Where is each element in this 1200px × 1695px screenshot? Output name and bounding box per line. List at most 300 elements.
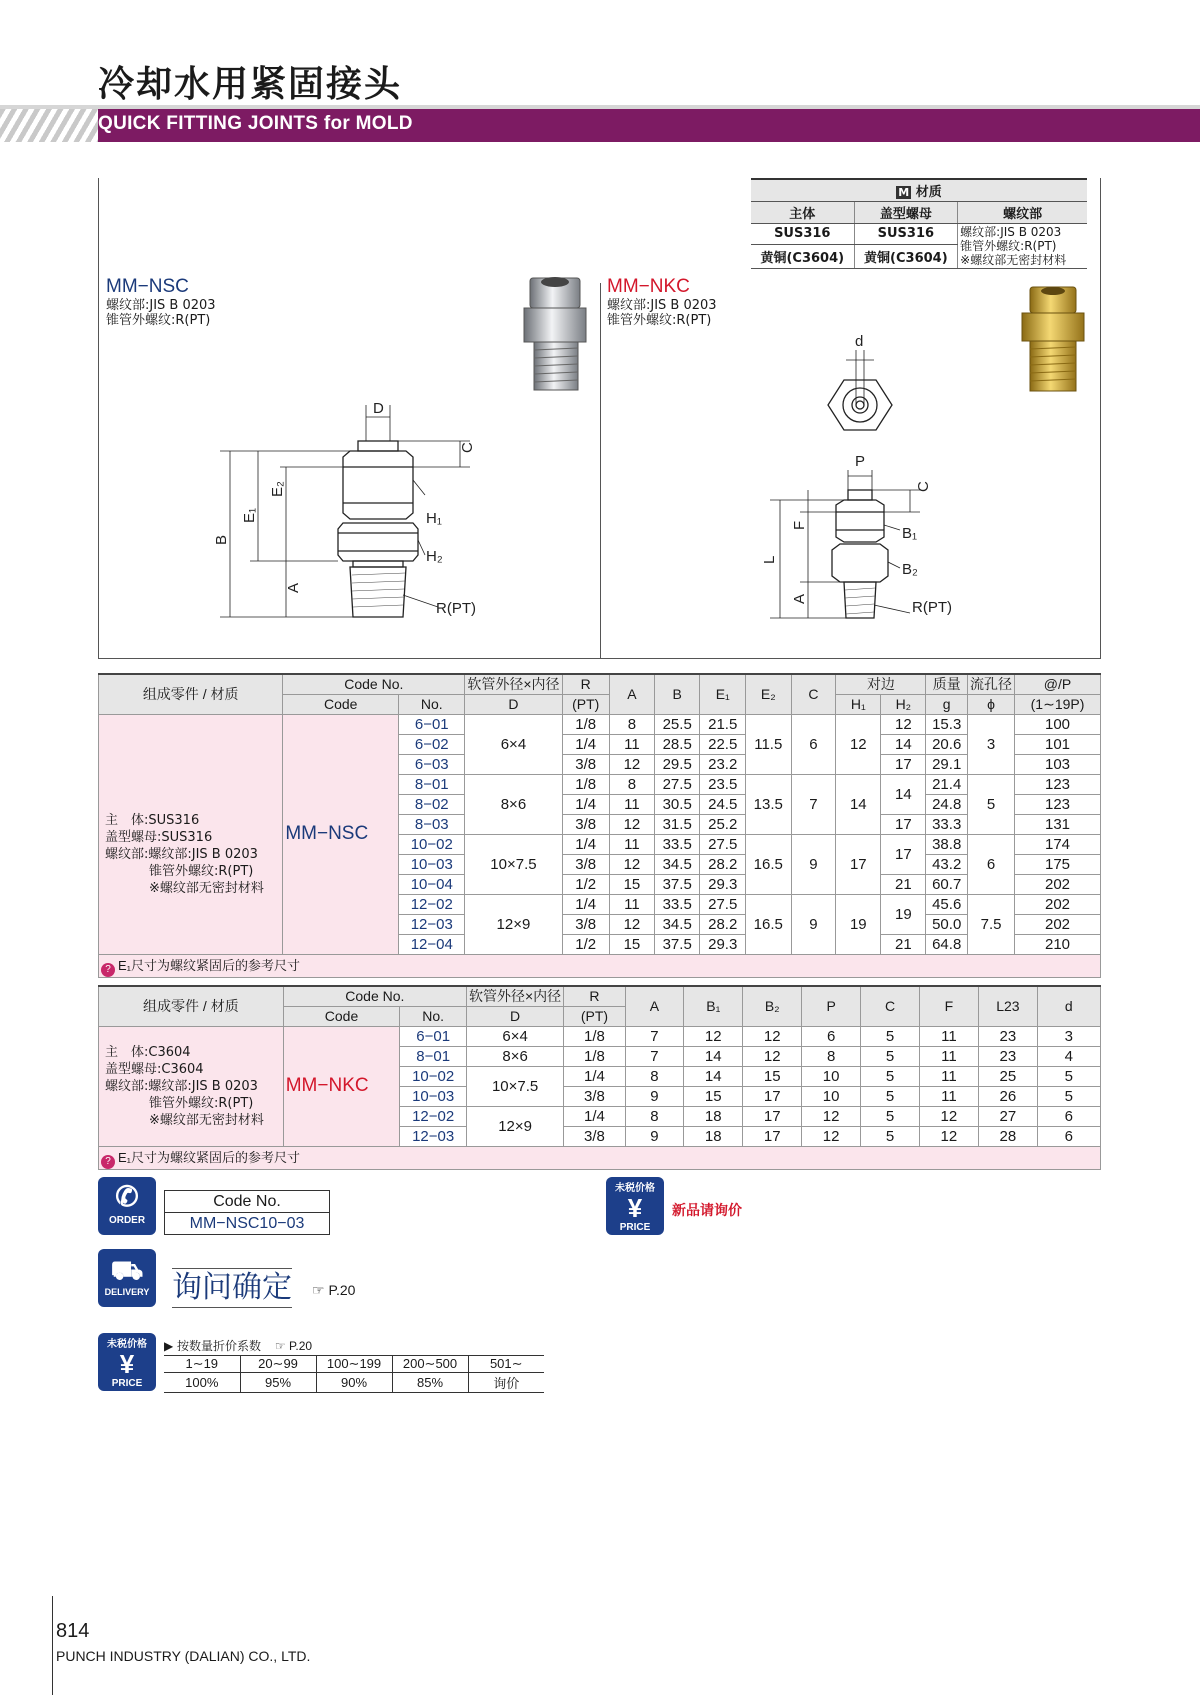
nsc-dimension-drawing [210,395,500,625]
material-cell: 黄铜(C3604) [854,244,958,268]
part-no[interactable]: 6−02 [399,734,465,754]
dim-h2: 17 [881,814,926,834]
dim-R: R(PT) [436,600,476,617]
discount-rate: 90% [316,1373,392,1393]
nsc-footnote: ? E₁尺寸为螺纹紧固后的参考尺寸 [99,954,1101,977]
material-cell: 黄铜(C3604) [751,244,854,268]
dim-h2: 17 [881,754,926,774]
dim-b2: 12 [743,1046,801,1066]
page-subtitle: QUICK FITTING JOINTS for MOLD [98,113,413,134]
part-no[interactable]: 10−02 [399,834,465,854]
dim-p: 12 [801,1106,860,1126]
dim-b: 37.5 [654,934,700,954]
col-d: d [1037,986,1100,1026]
col-b2: B₂ [743,986,801,1026]
r-pt: 1/4 [562,834,609,854]
dim-e1: 22.5 [700,734,746,754]
part-no[interactable]: 12−02 [400,1106,467,1126]
part-no[interactable]: 8−02 [399,794,465,814]
dim-a: 11 [609,834,654,854]
delivery-text: 询问确定 [172,1268,292,1308]
nkc-spec-line: 螺纹部:JIS B 0203 [607,298,717,313]
col-pt: (PT) [564,1006,626,1026]
dim-R: R(PT) [912,599,952,616]
dim-l23: 23 [979,1046,1038,1066]
order-badge [98,1177,156,1235]
material-line: 锥管外螺纹:R(PT) [149,863,254,879]
dim-b2: 12 [743,1026,801,1046]
col-dui: 对边 [836,674,926,694]
dim-a: 15 [609,874,654,894]
discount-ref[interactable]: ☞ P.20 [274,1339,313,1353]
col-r: R [562,674,609,694]
dim-c: 5 [861,1026,919,1046]
discount-rate: 95% [240,1373,316,1393]
material-cell: SUS316 [751,224,854,245]
tube-size: 8×6 [467,1046,564,1066]
dim-c: 6 [791,714,836,774]
tube-size: 12×9 [465,894,562,954]
dim-e2: 16.5 [746,894,792,954]
col-b1: B₁ [684,986,743,1026]
part-no[interactable]: 12−03 [399,914,465,934]
band-hatch [0,109,98,142]
col-g: g [926,694,968,714]
nkc-dimension-drawing [760,330,990,630]
price-factor: 131 [1015,814,1101,834]
part-no[interactable]: 12−03 [400,1126,467,1146]
tube-size: 10×7.5 [465,834,562,894]
col-r: R [564,986,626,1006]
material-line: 螺纹部:螺纹部:JIS B 0203 [105,846,258,862]
col-h2: H₂ [881,694,926,714]
code-cell: MM−NKC [283,1026,400,1146]
dim-p: 6 [801,1026,860,1046]
col-h1: H₁ [836,694,881,714]
dim-d: 4 [1037,1046,1100,1066]
part-no[interactable]: 8−01 [400,1046,467,1066]
dim-a: 7 [625,1026,683,1046]
col-code-no: Code No. [283,674,465,694]
r-pt: 1/4 [562,894,609,914]
col-c: C [791,674,836,714]
mass: 38.8 [926,834,968,854]
part-no[interactable]: 8−03 [399,814,465,834]
material-thread-line: 螺纹部:JIS B 0203 [960,225,1062,239]
dim-b: 37.5 [654,874,700,894]
col-code-no: Code No. [283,986,466,1006]
col-c: C [861,986,919,1026]
part-no[interactable]: 6−01 [400,1026,467,1046]
table-row [99,714,1101,734]
col-p: P [801,986,860,1026]
dim-a: 12 [609,754,654,774]
dim-h2: 19 [881,894,926,934]
price-badge-bottom: PRICE [111,1378,143,1389]
price-factor: 202 [1015,894,1101,914]
dim-e1: 28.2 [700,854,746,874]
price-factor: 175 [1015,854,1101,874]
price-factor: 174 [1015,834,1101,854]
dim-b: 29.5 [654,754,700,774]
nkc-product-photo [1018,285,1090,395]
dim-d: 6 [1037,1106,1100,1126]
r-pt: 1/8 [562,774,609,794]
dim-a: 7 [625,1046,683,1066]
dim-d: 6 [1037,1126,1100,1146]
dim-b: 27.5 [654,774,700,794]
mass: 21.4 [926,774,968,794]
dim-c: 9 [791,834,836,894]
r-pt: 3/8 [562,854,609,874]
dim-e1: 27.5 [700,894,746,914]
material-thread-text [960,225,1085,253]
dim-b: 31.5 [654,814,700,834]
nsc-product-photo [520,276,595,396]
tube-size: 10×7.5 [467,1066,564,1106]
dim-b1: 14 [684,1066,743,1086]
dim-a: 12 [609,914,654,934]
col-code: Code [283,1006,400,1026]
dim-E1: E₁ [241,507,258,523]
dim-L: L [761,555,778,564]
material-col: 主体 [751,202,854,224]
dim-e1: 24.5 [700,794,746,814]
col-hole: 流孔径 [968,674,1015,694]
col-b: B [654,674,700,714]
material-cell [99,714,283,954]
dim-l23: 23 [979,1026,1038,1046]
price-factor: 100 [1015,714,1101,734]
tube-size: 12×9 [467,1106,564,1146]
col-at: @/P [1015,674,1101,694]
material-line: ※螺纹部无密封材料 [149,880,264,896]
material-cell [99,1026,284,1146]
dim-d: 3 [1037,1026,1100,1046]
dim-p: 12 [801,1126,860,1146]
dim-h1: 12 [836,714,881,774]
col-pt: (PT) [562,694,609,714]
col-no: No. [400,1006,467,1026]
nkc-model-name: MM−NKC [607,276,690,297]
col-tube: 软管外径×内径 [467,986,564,1006]
dim-c: 7 [791,774,836,834]
col-a: A [609,674,654,714]
dim-b1: 18 [684,1126,743,1146]
order-code-value[interactable]: MM−NSC10−03 [189,1215,305,1232]
dim-a: 12 [609,814,654,834]
dim-b2: 17 [743,1086,801,1106]
dim-p: 10 [801,1086,860,1106]
material-line: ※螺纹部无密封材料 [149,1112,264,1128]
r-pt: 3/8 [562,914,609,934]
dim-e1: 27.5 [700,834,746,854]
mass: 15.3 [926,714,968,734]
discount-qty: 501∼ [468,1356,544,1373]
r-pt: 1/8 [562,714,609,734]
dim-b: 33.5 [654,834,700,854]
price-factor: 202 [1015,874,1101,894]
dim-e2: 16.5 [746,834,792,894]
page-title: 冷却水用紧固接头 [98,64,403,105]
price-factor: 101 [1015,734,1101,754]
col-part: 组成零件 / 材质 [99,674,283,714]
r-pt: 1/4 [562,794,609,814]
col-tube-d: D [467,1006,564,1026]
price-factor: 202 [1015,914,1101,934]
dim-a: 11 [609,894,654,914]
material-header: M 材质 [751,179,1087,202]
col-part: 组成零件 / 材质 [99,986,284,1026]
dim-a: 9 [625,1086,683,1106]
dim-C: C [915,481,932,492]
col-code: Code [283,694,399,714]
dim-A: A [285,582,302,593]
dim-e1: 25.2 [700,814,746,834]
delivery-ref[interactable]: ☞ P.20 [312,1282,356,1298]
tube-size: 6×4 [465,714,562,774]
mass: 45.6 [926,894,968,914]
discount-qty: 20∼99 [240,1356,316,1373]
dim-d: 5 [1037,1086,1100,1106]
nsc-footnote-text: E₁尺寸为螺纹紧固后的参考尺寸 [118,957,301,973]
dim-a: 8 [625,1066,683,1086]
dim-b: 28.5 [654,734,700,754]
r-pt: 1/4 [562,734,609,754]
r-pt: 3/8 [564,1126,626,1146]
nkc-spec-table [98,985,1101,1170]
part-no[interactable]: 12−04 [399,934,465,954]
nkc-spec-line: 锥管外螺纹:R(PT) [607,313,712,328]
r-pt: 1/8 [564,1046,626,1066]
discount-price-badge [98,1333,156,1391]
r-pt: 1/8 [564,1026,626,1046]
dim-h2: 14 [881,774,926,814]
dim-a: 15 [609,934,654,954]
dim-e2: 11.5 [746,714,792,774]
mass: 64.8 [926,934,968,954]
part-no[interactable]: 6−03 [399,754,465,774]
dim-h2: 21 [881,874,926,894]
material-thread-cell [958,224,1087,269]
price-factor: 210 [1015,934,1101,954]
dim-b1: 12 [684,1026,743,1046]
part-no[interactable]: 12−02 [399,894,465,914]
material-line: 盖型螺母:C3604 [105,1061,204,1077]
mass: 50.0 [926,914,968,934]
dim-c: 9 [791,894,836,954]
dim-d: 5 [1037,1066,1100,1086]
yen-icon: ¥ [119,1349,135,1379]
dim-e1: 21.5 [700,714,746,734]
r-pt: 1/2 [562,874,609,894]
dim-p: 8 [801,1046,860,1066]
hole-dia: 6 [968,834,1015,894]
dim-f: 12 [919,1106,978,1126]
discount-rate: 85% [392,1373,468,1393]
figure-divider [600,283,601,659]
discount-title-row [164,1337,312,1354]
col-range: (1∼19P) [1015,694,1101,714]
truck-icon: ⛟ [110,1255,144,1285]
col-mass: 质量 [926,674,968,694]
dim-e1: 23.2 [700,754,746,774]
material-table [751,178,1087,269]
part-no[interactable]: 8−01 [399,774,465,794]
dim-B1: B₁ [902,525,918,542]
hole-dia: 7.5 [968,894,1015,954]
dim-f: 11 [919,1066,978,1086]
material-line: 锥管外螺纹:R(PT) [149,1095,254,1111]
dim-P: P [855,453,866,470]
nsc-spec-line: 螺纹部:JIS B 0203 [106,298,216,313]
dim-a: 12 [609,854,654,874]
dim-a: 11 [609,794,654,814]
material-cell: SUS316 [854,224,958,245]
order-code-box [164,1190,330,1235]
dim-h1: 14 [836,774,881,834]
dim-a: 8 [609,714,654,734]
col-f: F [919,986,978,1026]
price-factor: 123 [1015,774,1101,794]
part-no[interactable]: 10−03 [399,854,465,874]
part-no[interactable]: 10−03 [400,1086,467,1106]
dim-h2: 12 [881,714,926,734]
dim-H1: H₁ [426,510,442,527]
dim-b: 30.5 [654,794,700,814]
material-line: 主 体:C3604 [105,1044,191,1060]
dim-c: 5 [861,1086,919,1106]
discount-qty: 1∼19 [164,1356,240,1373]
material-col: 盖型螺母 [854,202,958,224]
price-badge-bottom: PRICE [619,1222,651,1233]
r-pt: 1/2 [562,934,609,954]
dim-d: d [855,333,864,350]
code-cell: MM−NSC [283,714,399,954]
mass: 29.1 [926,754,968,774]
col-e1: E₁ [700,674,746,714]
tube-size: 8×6 [465,774,562,834]
col-e2: E₂ [746,674,792,714]
col-no: No. [399,694,465,714]
dim-f: 11 [919,1086,978,1106]
material-line: 主 体:SUS316 [105,812,200,828]
dim-E2: E₂ [269,481,286,497]
delivery-badge [98,1249,156,1307]
r-pt: 3/8 [562,754,609,774]
dim-b: 33.5 [654,894,700,914]
nkc-label-block [607,276,717,328]
col-tube-d: D [465,694,562,714]
dim-l23: 26 [979,1086,1038,1106]
dim-l23: 27 [979,1106,1038,1126]
col-l23: L23 [979,986,1038,1026]
dim-l23: 25 [979,1066,1038,1086]
mass: 43.2 [926,854,968,874]
nkc-footnote: ? E₁尺寸为螺纹紧固后的参考尺寸 [99,1146,1101,1169]
price-factor: 123 [1015,794,1101,814]
dim-e1: 29.3 [700,934,746,954]
delivery-badge-label: DELIVERY [104,1287,150,1297]
discount-rate: 询价 [468,1373,544,1393]
price-factor: 103 [1015,754,1101,774]
phone-icon: ✆ [115,1181,139,1212]
dim-e2: 13.5 [746,774,792,834]
dim-C: C [459,442,476,453]
r-pt: 1/4 [564,1066,626,1086]
mass: 33.3 [926,814,968,834]
dim-c: 5 [861,1046,919,1066]
discount-rate: 100% [164,1373,240,1393]
dim-f: 11 [919,1026,978,1046]
dim-b1: 18 [684,1106,743,1126]
nsc-model-name: MM−NSC [106,276,189,297]
nsc-spec-table [98,673,1101,978]
dim-p: 10 [801,1066,860,1086]
page-number: 814 [56,1620,90,1642]
company-name: PUNCH INDUSTRY (DALIAN) CO., LTD. [56,1648,311,1664]
tube-size: 6×4 [467,1026,564,1046]
mass: 24.8 [926,794,968,814]
dim-e1: 23.5 [700,774,746,794]
dim-h2: 21 [881,934,926,954]
dim-b: 34.5 [654,854,700,874]
dim-c: 5 [861,1066,919,1086]
r-pt: 3/8 [564,1086,626,1106]
dim-b: 34.5 [654,914,700,934]
footer-rule [52,1596,53,1695]
dim-c: 5 [861,1126,919,1146]
table-row [99,1026,1101,1046]
price-badge-top: 未税价格 [615,1183,655,1194]
dim-b2: 17 [743,1126,801,1146]
hole-dia: 5 [968,774,1015,834]
dim-b2: 15 [743,1066,801,1086]
r-pt: 1/4 [564,1106,626,1126]
col-a: A [625,986,683,1026]
dim-B2: B₂ [902,561,918,578]
part-no[interactable]: 6−01 [399,714,465,734]
nsc-spec-line: 锥管外螺纹:R(PT) [106,313,211,328]
price-text: 新品请询价 [672,1203,742,1219]
part-no[interactable]: 10−04 [399,874,465,894]
dim-e1: 29.3 [700,874,746,894]
discount-qty: 100∼199 [316,1356,392,1373]
hole-dia: 3 [968,714,1015,774]
dim-a: 9 [625,1126,683,1146]
dim-D: D [373,400,384,417]
discount-title: ▶ 按数量折价系数 [164,1339,262,1353]
material-col: 螺纹部 [958,202,1087,224]
mass: 60.7 [926,874,968,894]
discount-table [164,1355,544,1393]
dim-b1: 14 [684,1046,743,1066]
dim-h1: 19 [836,894,881,954]
dim-a: 8 [609,774,654,794]
dim-B: B [213,534,230,545]
r-pt: 3/8 [562,814,609,834]
material-thread-line: 锥管外螺纹:R(PT) [960,239,1057,253]
dim-H2: H₂ [426,548,443,565]
dim-a: 8 [625,1106,683,1126]
dim-f: 12 [919,1126,978,1146]
dim-h2: 17 [881,834,926,874]
material-line: 螺纹部:螺纹部:JIS B 0203 [105,1078,258,1094]
nsc-label-block [106,276,216,328]
part-no[interactable]: 10−02 [400,1066,467,1086]
price-badge-top: 未税价格 [107,1339,147,1350]
dim-b: 25.5 [654,714,700,734]
